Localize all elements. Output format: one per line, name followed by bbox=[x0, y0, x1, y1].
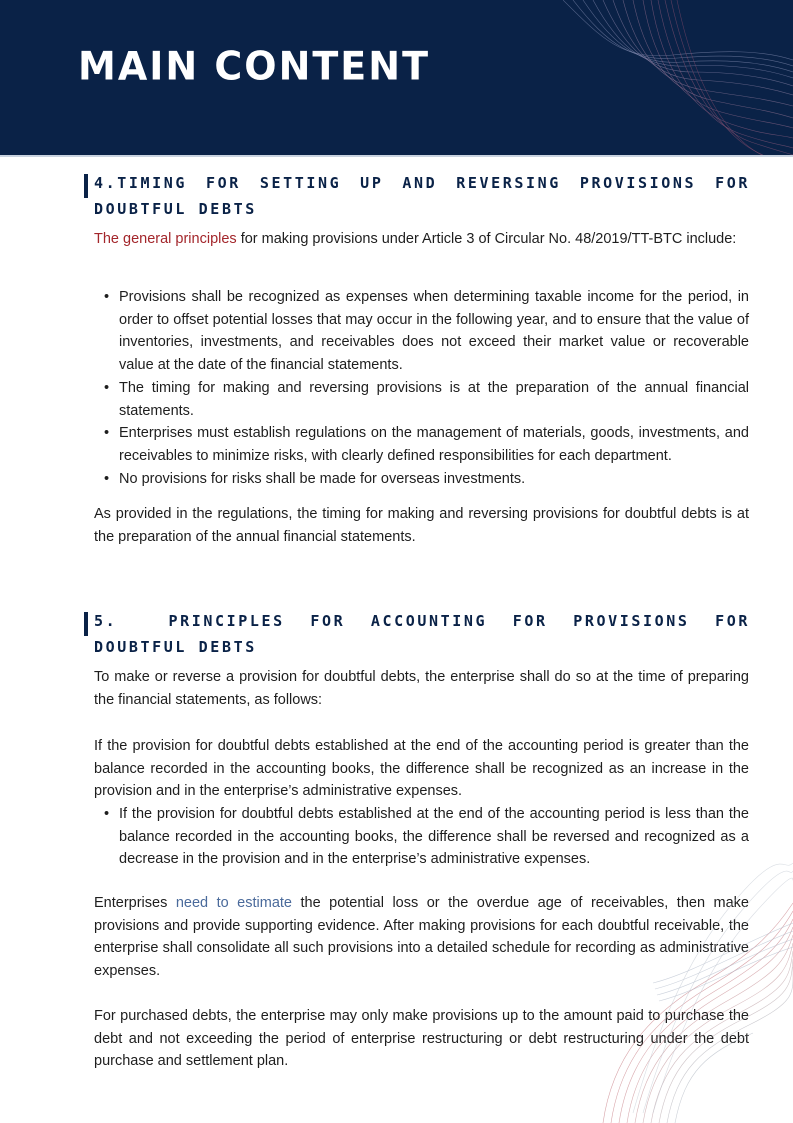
section-5-bullet-list bbox=[100, 803, 749, 871]
section-5-heading-text: 5. PRINCIPLES FOR ACCOUNTING FOR PROVISIONS FOR DOUBTFUL DEBTS bbox=[94, 612, 762, 656]
heading-accent-bar bbox=[84, 174, 88, 198]
section-5-intro: To make or reverse a provision for doubtful debts, the enterprise shall do so at the time of preparing the financial statements, as follows: bbox=[94, 669, 749, 708]
section-4-intro bbox=[94, 228, 749, 251]
general-principles-link[interactable]: The general principles bbox=[94, 231, 237, 247]
list-item bbox=[100, 286, 749, 377]
list-item-text: No provisions for risks shall be made for overseas investments. bbox=[119, 470, 526, 487]
bullet-icon: • bbox=[104, 289, 110, 305]
list-item bbox=[100, 422, 749, 467]
bullet-icon: • bbox=[104, 470, 110, 487]
heading-accent-bar bbox=[84, 612, 88, 636]
list-item-text: Provisions shall be recognized as expenses when determining taxable income for the period, in order to offset potential losses that may occur in the following year, and to ensure that the value of inventories, investments, and receivables does not exceed their market value or recoverable value at the date of the financial statements. bbox=[119, 289, 749, 374]
wave-decoration-header bbox=[563, 0, 793, 155]
list-item bbox=[100, 377, 749, 422]
section-4-closing: As provided in the regulations, the timing for making and reversing provisions for doubtful debts is at the preparation of the annual financial statements. bbox=[94, 506, 749, 545]
bullet-icon: • bbox=[104, 425, 110, 442]
page-title: MAIN CONTENT bbox=[78, 43, 430, 89]
section-4-heading bbox=[84, 170, 750, 222]
header-divider bbox=[0, 155, 793, 157]
estimate-text-before: Enterprises bbox=[94, 895, 176, 911]
list-item bbox=[100, 803, 749, 871]
list-item-text: If the provision for doubtful debts established at the end of the accounting period is less than the balance recorded in the accounting books, the difference shall be reversed and recognized as a decrease in the provision and in the enterprise’s administrative expenses. bbox=[119, 806, 749, 868]
header-banner bbox=[0, 0, 793, 155]
section-5-greater-paragraph: If the provision for doubtful debts established at the end of the accounting period is greater than the balance recorded in the accounting books, the difference shall be recognized as an increase in the provision and in the enterprise’s administrative expenses. bbox=[94, 738, 749, 800]
section-4-intro-text: for making provisions under Article 3 of Circular No. 48/2019/TT-BTC include: bbox=[236, 231, 737, 247]
section-5-purchased-debts-paragraph: For purchased debts, the enterprise may only make provisions up to the amount paid to purchase the debt and not exceeding the period of enterprise restructuring or debt restructuring under the debt purchase and settlement plan. bbox=[94, 1008, 749, 1070]
bullet-icon: • bbox=[104, 379, 110, 396]
section-4-heading-text: 4.TIMING FOR SETTING UP AND REVERSING PROVISIONS FOR DOUBTFUL DEBTS bbox=[94, 174, 750, 218]
list-item-text: The timing for making and reversing provisions is at the preparation of the annual financial statements. bbox=[119, 379, 749, 419]
need-to-estimate-link[interactable]: need to estimate bbox=[175, 895, 292, 911]
section-4-bullet-list bbox=[100, 286, 749, 490]
bullet-icon: • bbox=[104, 806, 110, 822]
section-5-heading bbox=[84, 608, 762, 660]
list-item bbox=[100, 468, 749, 491]
section-5-estimate-paragraph bbox=[94, 892, 749, 983]
estimate-text-after: the potential loss or the overdue age of receivables, then make provisions and provide supporting evidence. After making provisions for each doubtful receivable, the enterprise shall consolidate all such provisions into a detailed schedule for recording as administrative expenses. bbox=[94, 895, 749, 980]
list-item-text: Enterprises must establish regulations on the management of materials, goods, investments, and receivables to minimize risks, with clearly defined responsibilities for each department. bbox=[119, 425, 749, 464]
